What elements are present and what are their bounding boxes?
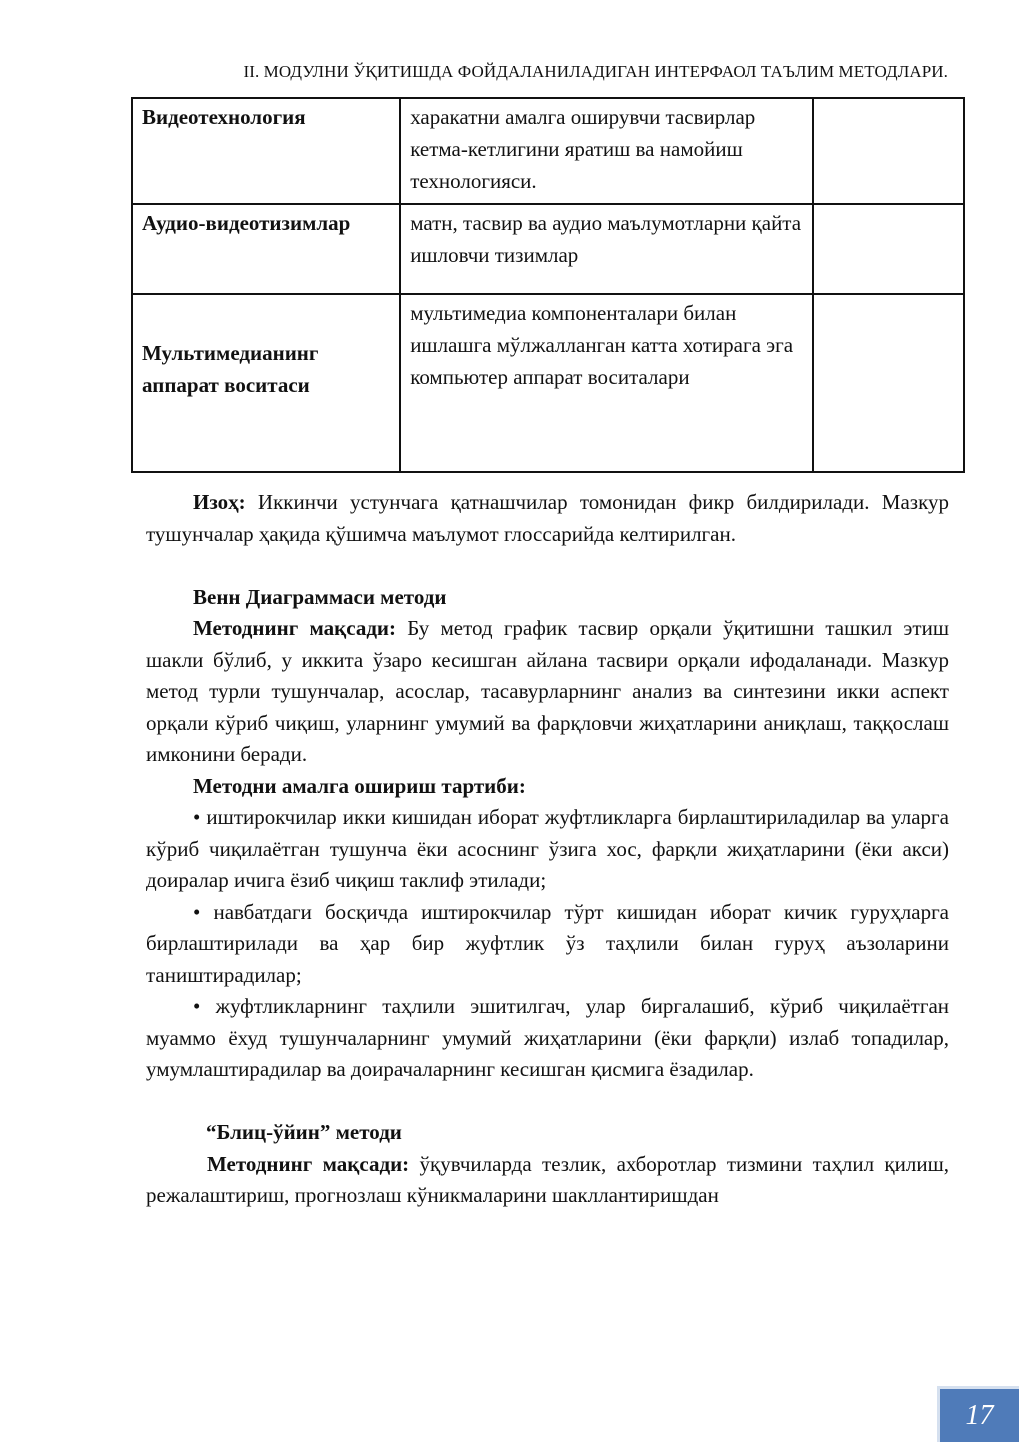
notes-cell (813, 98, 964, 204)
running-header: II. МОДУЛНИ ЎҚИТИШДА ФОЙДАЛАНИЛАДИГАН ИНТЕРФАОЛ ТАЪЛИМ МЕТОДЛАРИ. (243, 62, 948, 81)
terms-table (131, 97, 965, 473)
list-item: • иштирокчилар икки кишидан иборат жуфтликларга бирлаштириладилар ва уларга кўриб чиқилаётган тушунча ёки асоснинг ўзига хос, фарқли жиҳатларини (ёки акси) доиралар ичига ёзиб чиқиш таклиф этилади; (146, 805, 949, 892)
note-label: Изоҳ: (193, 490, 246, 514)
blits-goal-text: ўқувчиларда тезлик, ахборотлар тизмини таҳлил қилиш, режалаштириш, прогнозлаш кўникмаларини шакллантиришдан (146, 1151, 950, 1207)
blits-title-text: “Блиц-ўйин” методи (206, 1120, 402, 1144)
list-item: • жуфтликларнинг таҳлили эшитилгач, улар биргалашиб, кўриб чиқилаётган муаммо ёхуд тушунчаларнинг умумий жиҳатларини (ёки фарқли) излаб топадилар, умумлаштирадилар ва доирачаларнинг кесишган қисмига ёзадилар. (146, 994, 950, 1081)
venn-procedure-label: Методни амалга ошириш тартиби: (193, 773, 526, 798)
body-text (146, 487, 949, 1212)
term-text: Мультимедианинг аппарат воситаси (142, 341, 319, 397)
notes-cell (813, 294, 964, 472)
definition-cell: харакатни амалга оширувчи тасвирлар кетма-кетлигини яратиш ва намойиш технологияси. (400, 98, 813, 204)
definition-cell: матн, тасвир ва аудио маълумотларни қайта ишловчи тизимлар (400, 204, 813, 294)
venn-title-text: Венн Диаграммаси методи (193, 584, 447, 609)
venn-goal-label: Методнинг мақсади: (193, 616, 397, 640)
table-row (132, 294, 964, 472)
venn-goal-paragraph (146, 613, 949, 771)
table-row (132, 98, 964, 204)
spacer (146, 1086, 949, 1118)
list-item-text: жуфтликларнинг таҳлили эшитилгач, улар биргалашиб, кўриб чиқилаётган муаммо ёхуд тушунчаларнинг умумий жиҳатларини (ёки фарқли) излаб топадилар, умумлаштирадилар ва доирачаларнинг кесишган қисмига ёзадилар. (146, 994, 950, 1081)
list-item: • навбатдаги босқичда иштирокчилар тўрт кишидан иборат кичик гуруҳларга бирлаштирилади ва ҳар бир жуфтлик ўз таҳлили билан гуруҳ аъзоларини таништирадилар; (146, 899, 950, 987)
venn-title (146, 582, 949, 614)
list-item-text: навбатдаги босқичда иштирокчилар тўрт кишидан иборат кичик гуруҳларга бирлаштирилади ва ҳар бир жуфтлик ўз таҳлили билан гуруҳ аъзоларини таништирадилар; (146, 899, 950, 987)
term-cell (132, 294, 400, 472)
blits-goal-label: Методнинг мақсади: (207, 1151, 410, 1176)
note-text: Иккинчи устунчага қатнашчилар томонидан фикр билдирилади. Мазкур тушунчалар ҳақида қўшимча маълумот глоссарийда келтирилган. (146, 490, 949, 546)
table-row (132, 204, 964, 294)
list-item-text: иштирокчилар икки кишидан иборат жуфтликларга бирлаштириладилар ва уларга кўриб чиқилаётган тушунча ёки асоснинг ўзига хос, фарқли жиҳатларини (ёки акси) доиралар ичига ёзиб чиқиш таклиф этилади; (146, 805, 949, 892)
venn-procedure-heading (146, 771, 949, 803)
definition-cell: мультимедиа компоненталари билан ишлашга мўлжалланган катта хотирага эга компьютер аппарат воситалари (400, 294, 813, 472)
term-cell: Аудио-видеотизимлар (132, 204, 400, 294)
notes-cell (813, 204, 964, 294)
blits-title (146, 1117, 949, 1149)
note-paragraph (146, 487, 949, 550)
spacer (146, 550, 949, 582)
blits-goal-paragraph (146, 1149, 949, 1212)
page-number: 17 (940, 1389, 1019, 1442)
venn-goal-text: Бу метод график тасвир орқали ўқитишни ташкил этиш шакли бўлиб, у иккита ўзаро кесишган айлана тасвири орқали ифодаланади. Мазкур метод турли тушунчалар, асослар, тасавурларнинг анализ ва синтезини икки аспект орқали кўриб чиқиш, уларнинг умумий ва фарқловчи жиҳатларини аниқлаш, таққослаш имконини беради. (146, 616, 949, 766)
term-cell: Видеотехнология (132, 98, 400, 204)
